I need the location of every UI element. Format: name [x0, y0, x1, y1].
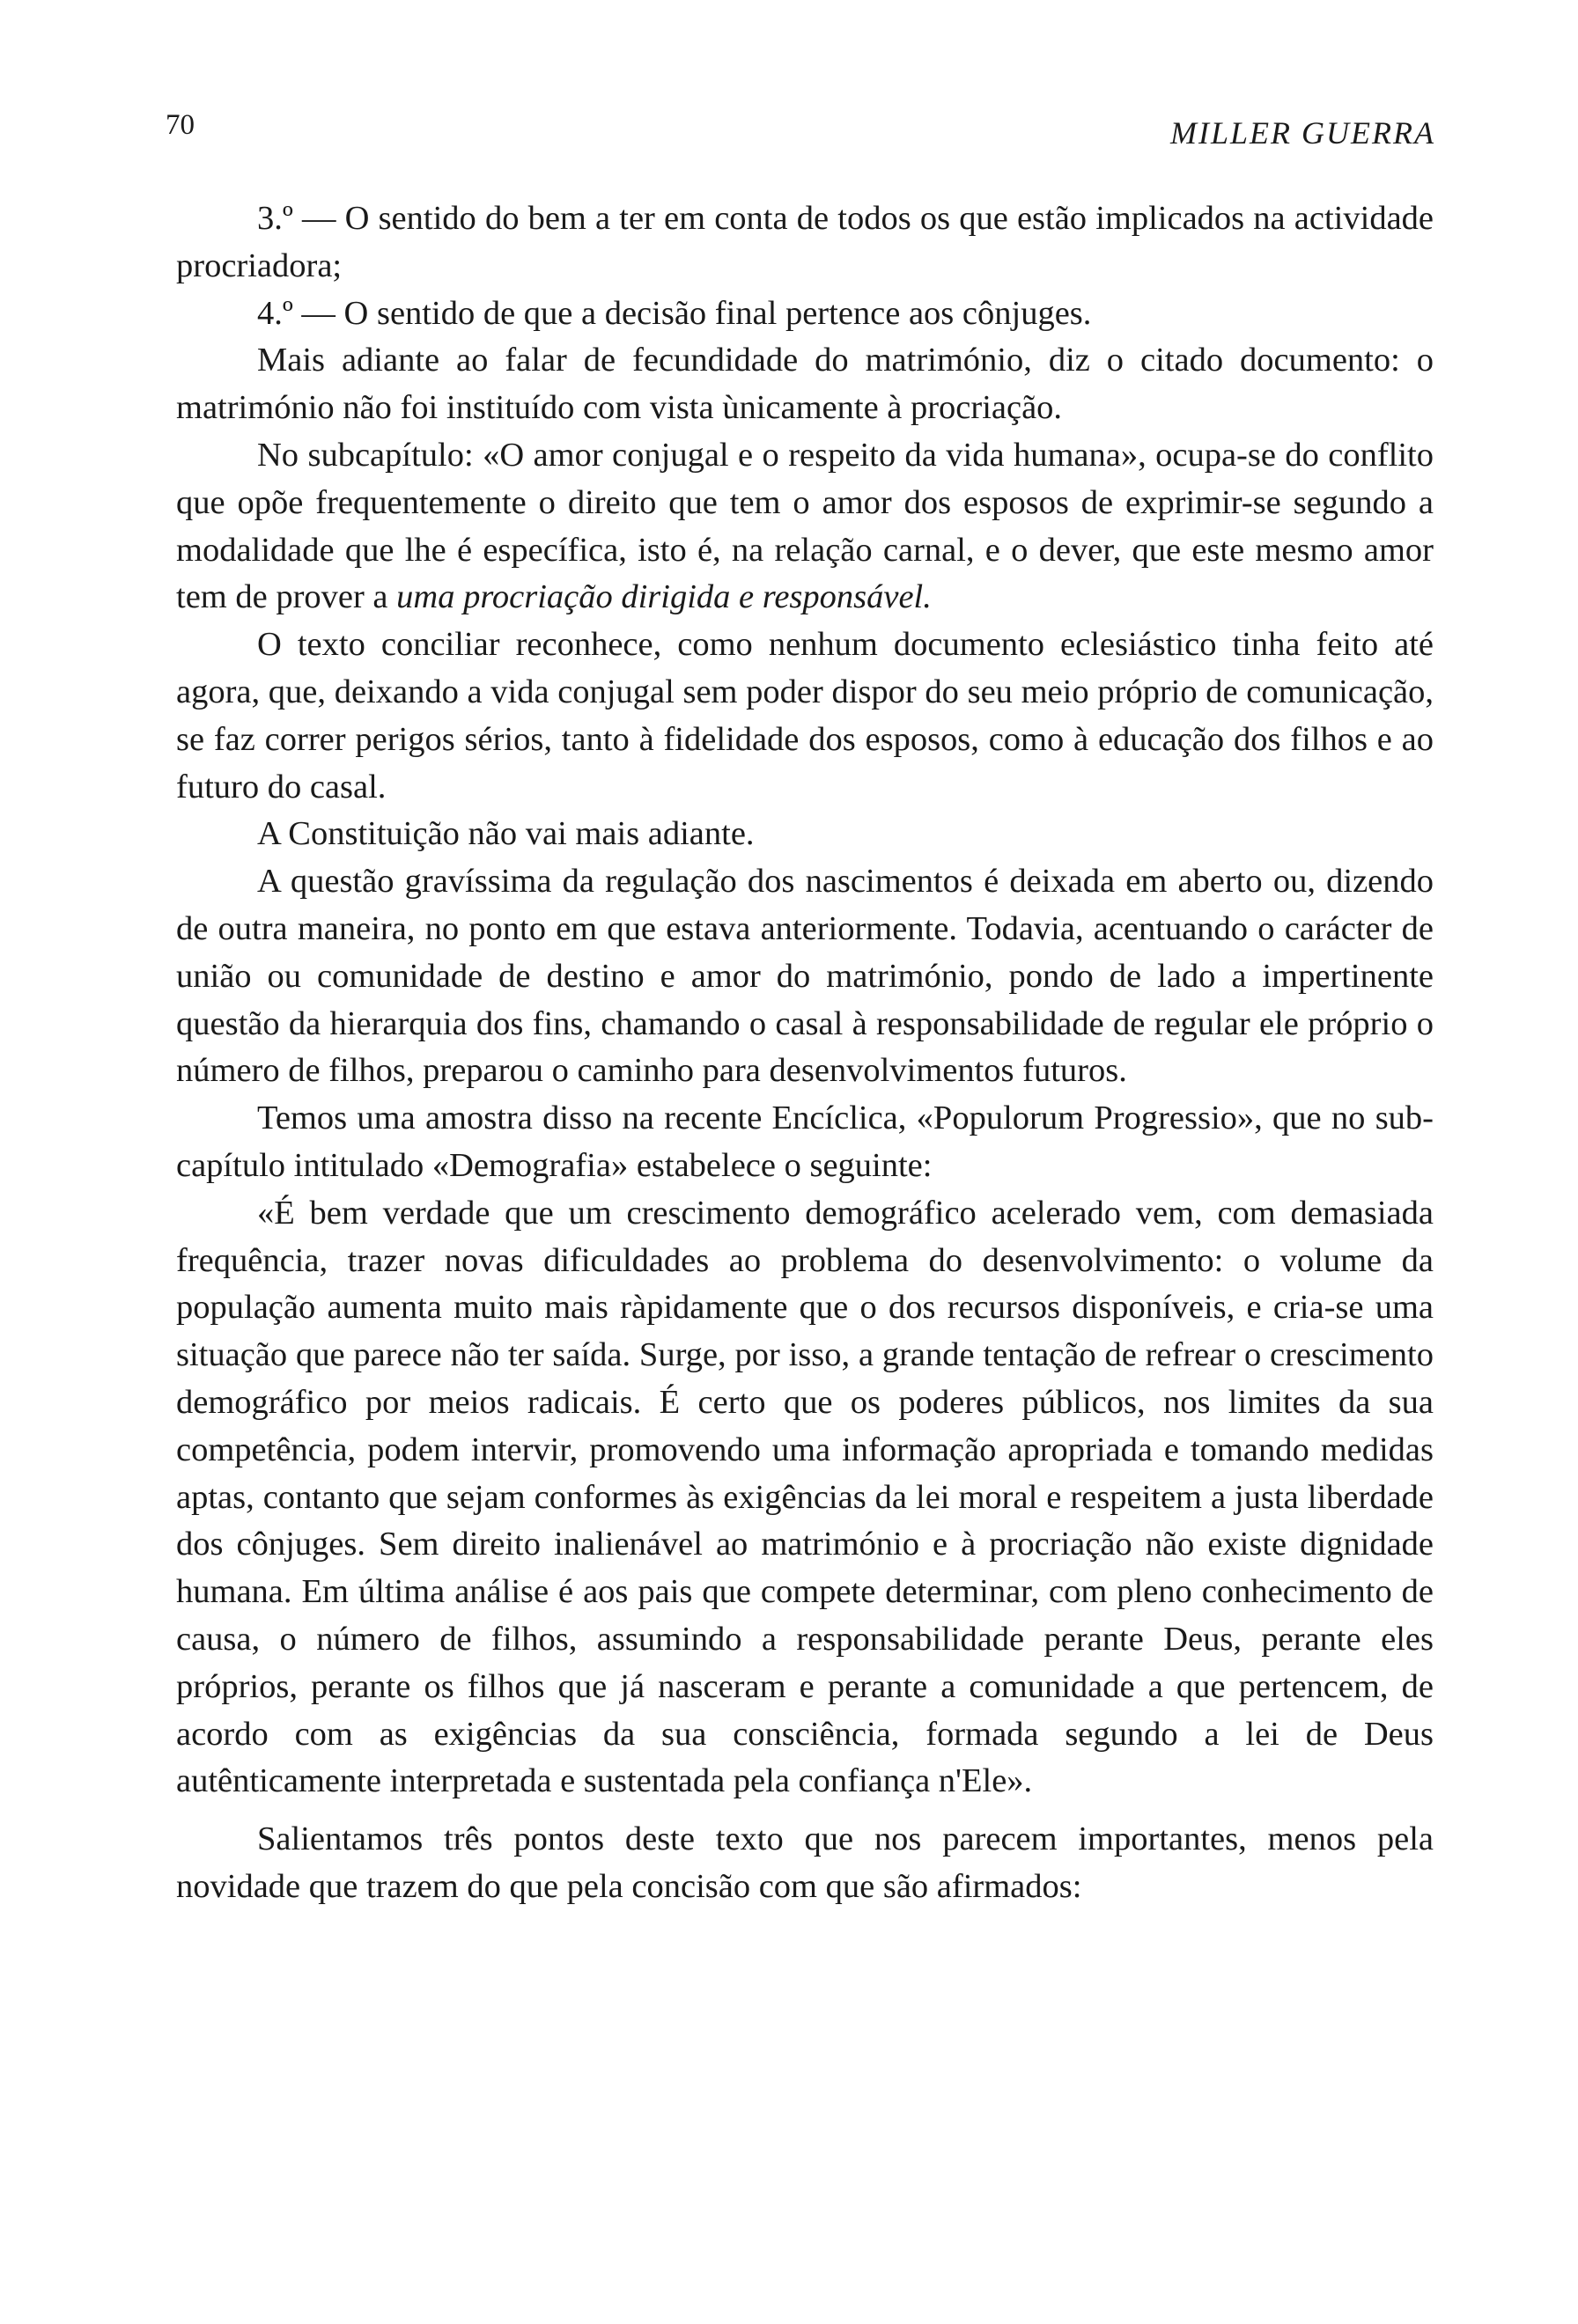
paragraph-item-3: 3.º — O sentido do bem a ter em conta de todos os que estão implicados na actividade procriadora; — [176, 200, 1434, 284]
paragraph-quotation: «É bem verdade que um crescimento demográfico acelerado vem, com demasiada frequência, trazer novas dificuldades ao problema do desenvolvimento: o volume da população aumenta muito mais ràpidamente que o dos recursos disponíveis, e cria-se uma situação que parece não ter saída. Surge, por isso, a grande tentação de refrear o crescimento demográfico por meios radicais. É certo que os poderes públicos, nos limites da sua competência, podem intervir, promovendo uma informação apropriada e tomando medidas aptas, contanto que sejam conformes às exigências da lei moral e respeitem a justa liberdade dos cônjuges. Sem direito inalienável ao matrimónio e à procriação não existe dignidade humana. Em última análise é aos pais que compete determinar, com pleno conhecimento de causa, o número de filhos, assumindo a responsabilidade perante Deus, perante eles próprios, perante os filhos que já nasceram e perante a comunidade a que pertencem, de acordo com as exigências da sua consciência, formada segundo a lei de Deus autênticamente interpretada e sustentada pela confiança n'Ele». — [176, 1194, 1434, 1800]
page-number: 70 — [166, 109, 195, 141]
paragraph-texto-conciliar: O texto conciliar reconhece, como nenhum documento eclesiástico tinha feito até agora, que, deixando a vida conjugal sem poder dispor do seu meio próprio de comunicação, se faz correr perigos sérios, tanto à fidelidade dos esposos, como à educação dos filhos e ao futuro do casal. — [176, 626, 1434, 805]
paragraph-subcapitulo — [176, 432, 1434, 621]
paragraph-salientamos: Salientamos três pontos deste texto que nos parecem importantes, menos pela novidade que trazem do que pela concisão com que são afirmados: — [176, 1820, 1434, 1905]
paragraph-item-4: 4.º — O sentido de que a decisão final pertence aos cônjuges. — [257, 294, 1092, 332]
body-text — [176, 195, 1434, 1911]
paragraph-questao: A questão gravíssima da regulação dos nascimentos é deixada em aberto ou, dizendo de outra maneira, no ponto em que estava anteriormente. Todavia, acentuando o carácter de união ou comunidade de destino e amor do matrimónio, pondo de lado a impertinente questão da hierarquia dos fins, chamando o casal à responsabilidade de regular ele próprio o número de filhos, preparou o caminho para desenvolvimentos futuros. — [176, 863, 1434, 1090]
paragraph-enciclica: Temos uma amostra disso na recente Encíclica, «Populorum Progressio», que no sub-capítulo intitulado «Demografia» estabelece o seguinte: — [176, 1099, 1434, 1184]
running-head: MILLER GUERRA — [1170, 115, 1435, 151]
paragraph-subcapitulo-text: No subcapítulo: «O amor conjugal e o respeito da vida humana», ocupa-se do conflito que opõe frequentemente o direito que tem o amor dos esposos de exprimir-se segundo a modalidade que lhe é específica, isto é, na relação carnal, e o dever, que este mesmo amor tem de prover a — [176, 436, 1434, 616]
paragraph-subcapitulo-italic: uma procriação dirigida e responsável. — [396, 578, 932, 616]
paragraph-constituicao: A Constituição não vai mais adiante. — [257, 815, 755, 853]
paragraph-fecundidade: Mais adiante ao falar de fecundidade do matrimónio, diz o citado documento: o matrimónio não foi instituído com vista ùnicamente à procriação. — [176, 342, 1434, 427]
